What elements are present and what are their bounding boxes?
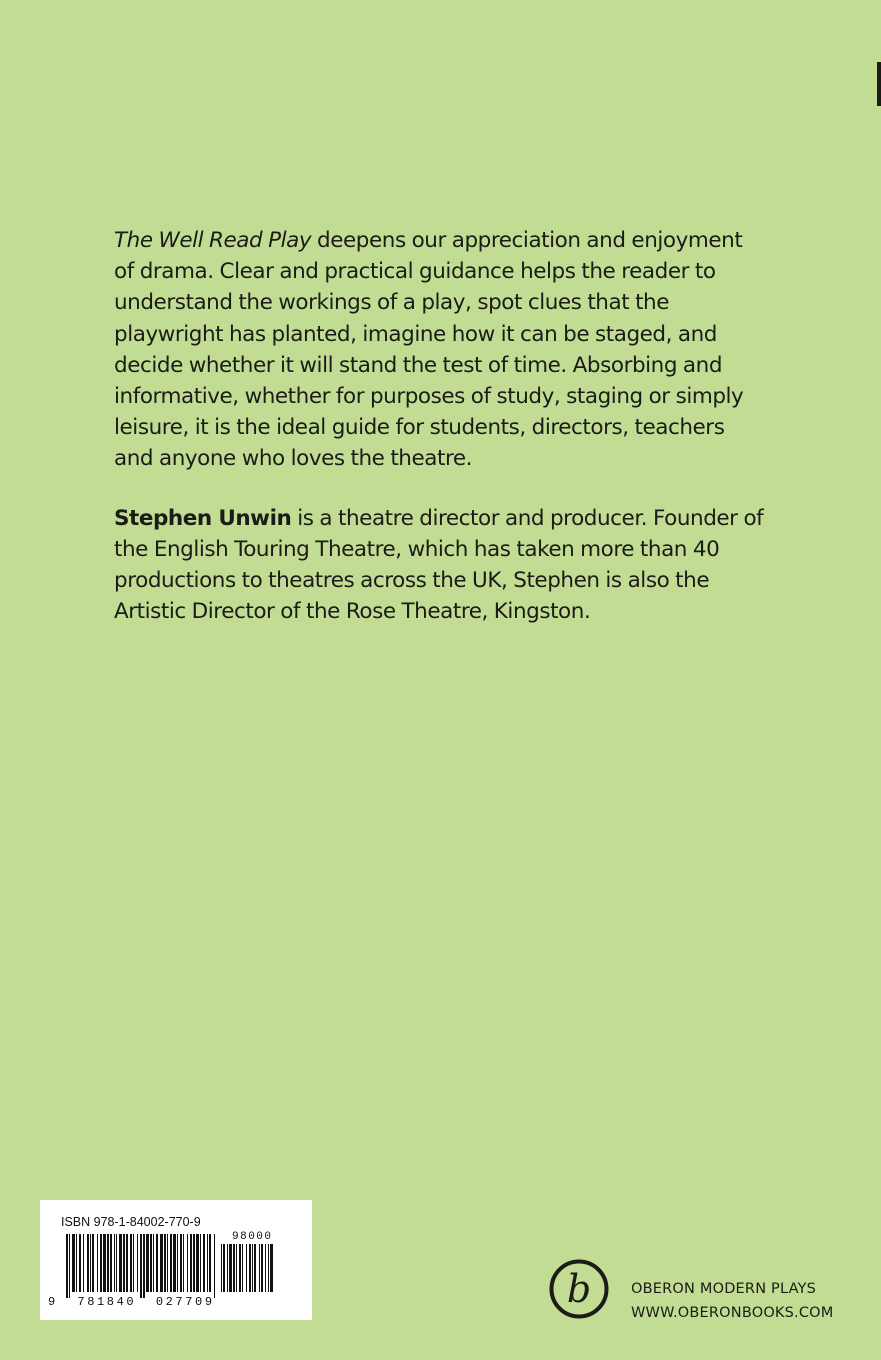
book-title: The Well Read Play [114,228,312,253]
author-bio-text: is a theatre director and producer. Founder of the English Touring Theatre, which has taken more than 40 productions to theatres across the UK, Stephen is also the Artistic Director of the Rose Theatre, Kingston. [114,505,764,625]
addon-barcode-bars [221,1244,291,1298]
publisher-website: WWW.OBERONBOOKS.COM [631,1305,834,1321]
back-cover-blurb [114,225,764,627]
isbn-label: ISBN 978-1-84002-770-9 [61,1215,201,1229]
spine-edge-mark [877,62,881,106]
description-text: deepens our appreciation and enjoyment of drama. Clear and practical guidance helps the reader to understand the workings of a play, spot clues that the playwright has planted, imagine how it can be staged, and decide whether it will stand the test of time. Absorbing and informative, whether for purposes of study, staging or simply leisure, it is the ideal guide for students, directors, teachers and anyone who loves the theatre. [114,228,744,472]
description-paragraph [114,225,764,475]
barcode-digits: 9 781840 027709 [48,1295,215,1309]
price-code-label: 98000 [232,1231,273,1243]
author-name: Stephen Unwin [114,505,292,531]
logo-letter: b [566,1267,592,1311]
isbn-barcode-panel [40,1200,312,1320]
oberon-logo-icon [548,1258,610,1320]
author-bio-paragraph [114,503,764,628]
ean-barcode-bars [66,1234,216,1298]
publisher-series-name: OBERON MODERN PLAYS [631,1281,817,1297]
